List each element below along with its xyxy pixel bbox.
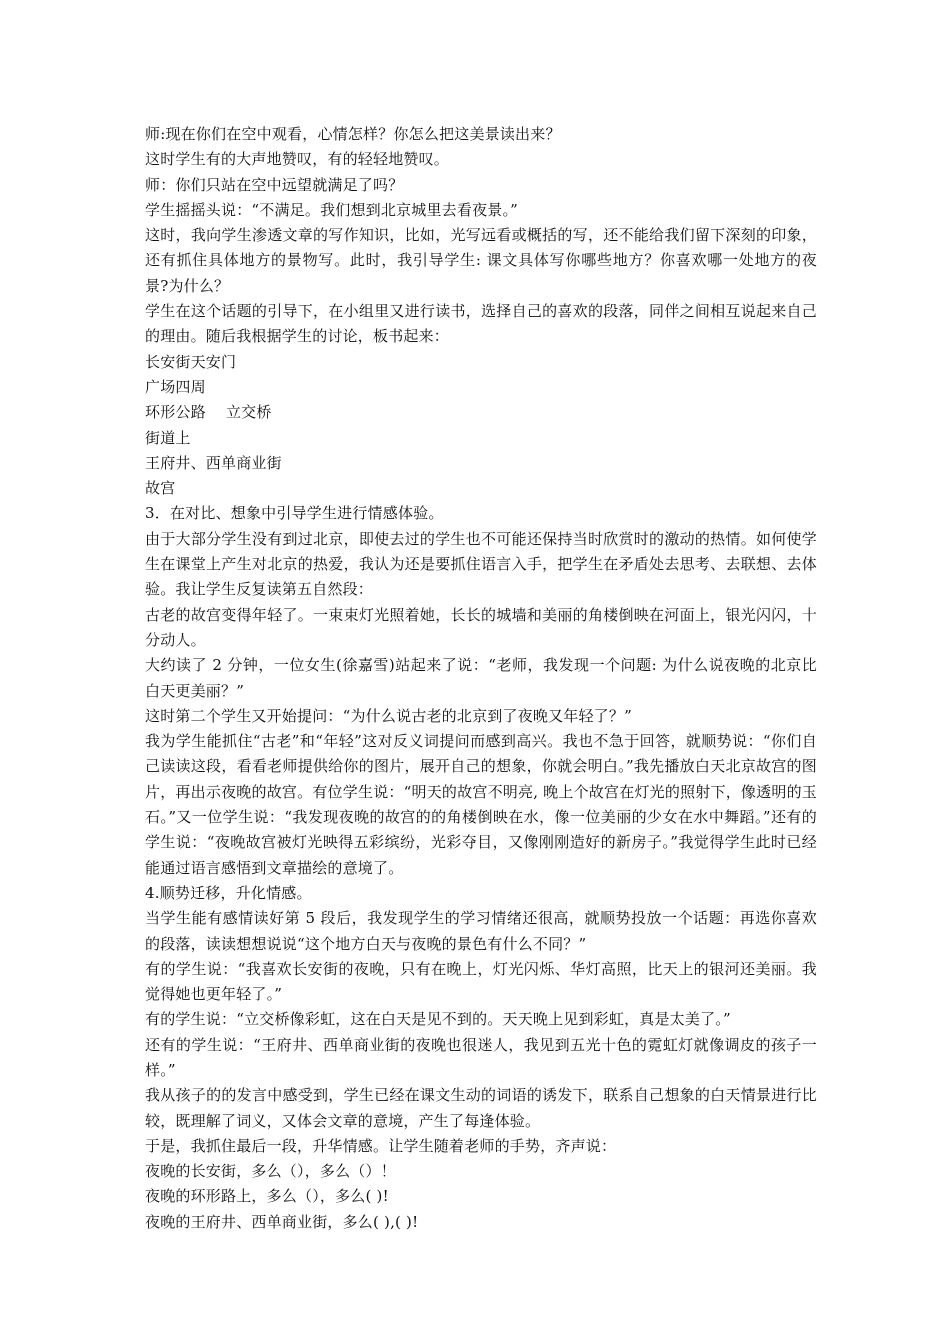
paragraph: 于是，我抓住最后一段，升华情感。让学生随着老师的手势，齐声说： [145, 1136, 617, 1155]
section-heading: 3．在对比、想象中引导学生进行情感体验。 [145, 504, 444, 523]
paragraph: 大约读了 2 分钟，一位女生(徐嘉雪)站起来了说：“老师，我发现一个问题: 为什么说夜晚的北京比白天更美丽？” [145, 656, 817, 700]
board-item: 广场四周 [145, 377, 206, 396]
section-heading: 4.顺势迁移，升化情感。 [145, 883, 312, 902]
paragraph: 这时，我向学生渗透文章的写作知识，比如，光写远看或概括的写，还不能给我们留下深刻的印象，还有抓住具体地方的景物写。此时，我引导学生: 课文具体写你哪些地方？你喜欢哪一处地方的夜景?为什么？ [145, 226, 817, 295]
paragraph: 这时学生有的大声地赞叹，有的轻轻地赞叹。 [145, 150, 450, 169]
paragraph: 由于大部分学生没有到过北京，即使去过的学生也不可能还保持当时欣赏时的激动的热情。如何使学生在课堂上产生对北京的热爱，我认为还是要抓住语言入手，把学生在矛盾处去思考、去联想、去体验。我让学生反复读第五自然段： [145, 529, 817, 599]
document-body [145, 122, 817, 1235]
paragraph: 有的学生说：“立交桥像彩虹，这在白天是见不到的。天天晚上见到彩虹，真是太美了。” [145, 1010, 731, 1029]
board-item: 王府井、西单商业街 [145, 453, 282, 472]
paragraph: 有的学生说：“我喜欢长安街的夜晚，只有在晚上，灯光闪烁、华灯高照，比天上的银河还美丽。我觉得她也更年轻了。” [145, 959, 817, 1004]
paragraph: 师:现在你们在空中观看，心情怎样？你怎么把这美景读出来？ [145, 125, 561, 143]
board-item: 街道上 [145, 428, 191, 447]
board-item: 环形公路 立交桥 [145, 403, 272, 422]
recitation-line: 夜晚的长安街，多么（），多么（）！ [145, 1162, 396, 1181]
paragraph: 还有的学生说：“王府井、西单商业街的夜晚也很迷人，我见到五光十色的霓虹灯就像调皮的孩子一样。” [145, 1035, 817, 1079]
paragraph: 这时第二个学生又开始提问：“为什么说古老的北京到了夜晚又年轻了？” [145, 706, 632, 725]
paragraph: 我为学生能抓住“古老”和“年轻”这对反义词提问而感到高兴。我也不急于回答，就顺势说：“你们自己读读这段，看看老师提供给你的图片，展开自己的想象，你就会明白。”我先播放白天北京故宫的图片，再出示夜晚的故宫。有位学生说：“明天的故宫不明亮, 晚上个故宫在灯光的照射下，像透明的玉石。”又一位学生说：“我发现夜晚的故宫的的角楼倒映在水，像一位美丽的少女在水中舞蹈。”还有的学生说：“夜晚故宫被灯光映得五彩缤纷，光彩夺目，又像刚刚造好的新房子。”我觉得学生此时已经能通过语言感悟到文章描绘的意境了。 [145, 732, 817, 877]
paragraph: 我从孩子的的发言中感受到，学生已经在课文生动的词语的诱发下，联系自己想象的白天情景进行比较，既理解了词义，又体会文章的意境，产生了每逢体验。 [145, 1086, 817, 1130]
board-item: 故宫 [145, 479, 176, 498]
quoted-passage: 古老的故宫变得年轻了。一束束灯光照着她，长长的城墙和美丽的角楼倒映在河面上，银光闪闪，十分动人。 [145, 605, 817, 649]
paragraph: 学生摇摇头说：“不满足。我们想到北京城里去看夜景。” [145, 200, 519, 219]
board-item: 长安街天安门 [145, 352, 237, 371]
recitation-line: 夜晚的环形路上，多么（），多么( )! [145, 1187, 389, 1206]
paragraph: 当学生能有感情读好第 5 段后，我发现学生的学习情绪还很高，就顺势投放一个话题：再选你喜欢的段落，读读想想说说“这个地方白天与夜晚的景色有什么不同？” [145, 909, 817, 953]
recitation-line: 夜晚的王府井、西单商业街，多么( ),( )! [145, 1212, 419, 1231]
paragraph: 学生在这个话题的引导下，在小组里又进行读书，选择自己的喜欢的段落，同伴之间相互说起来自己的理由。随后我根据学生的讨论，板书起来： [145, 302, 817, 346]
paragraph: 师：你们只站在空中远望就满足了吗？ [145, 175, 404, 194]
